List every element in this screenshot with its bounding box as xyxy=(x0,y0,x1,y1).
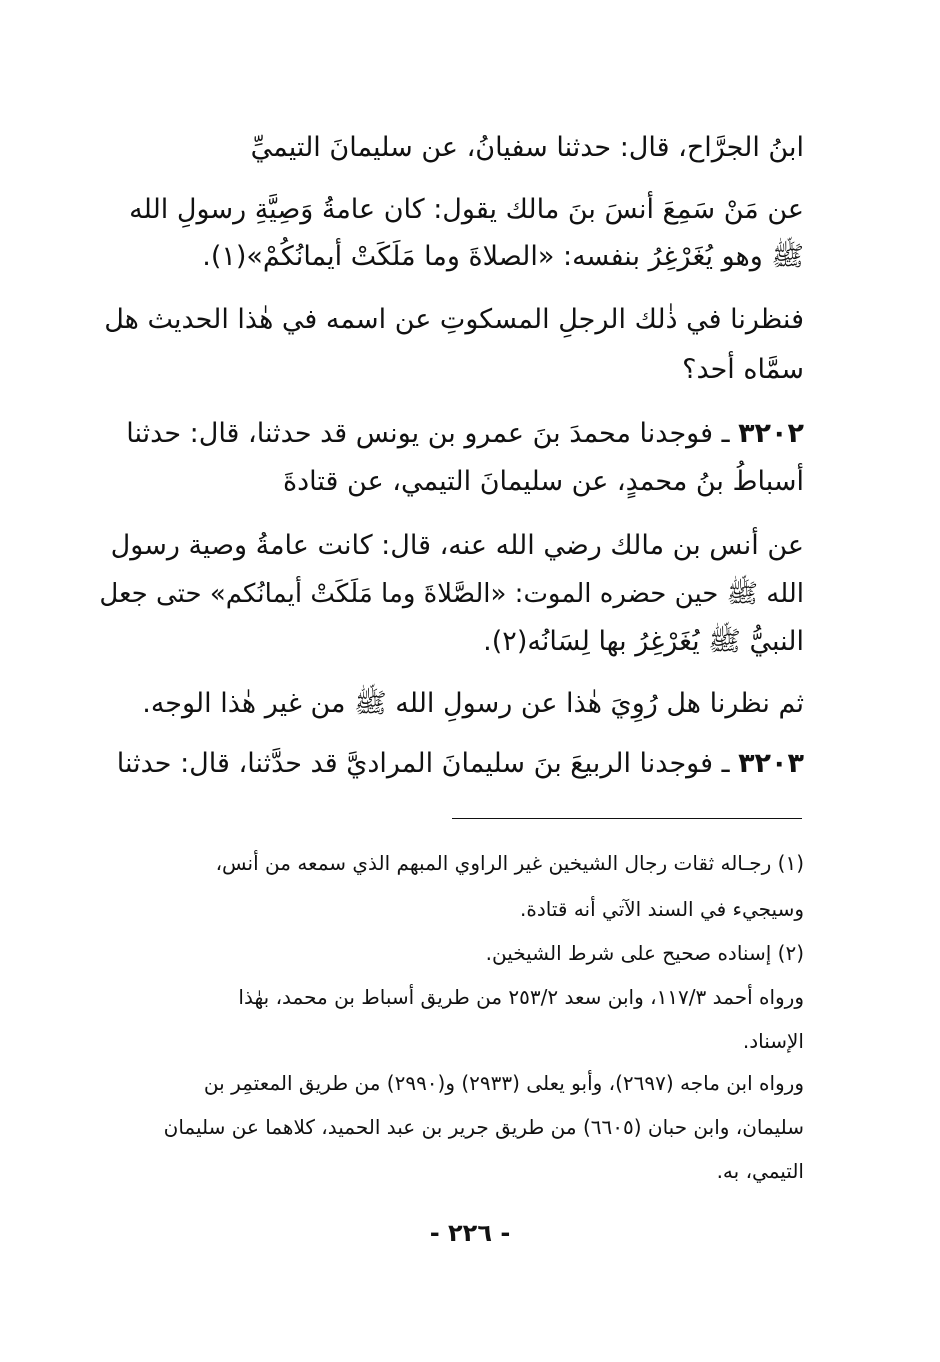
hadith-3202-line-4: الله ﷺ حين حضره الموت: «الصَّلاةَ وما مَلَكَتْ أيمانُكم» حتى جعل xyxy=(99,579,804,609)
hadith-3202-line-2: أسباطُ بنُ محمدٍ، عن سليمانَ التيمي، عن قتادةَ xyxy=(282,466,804,497)
hadith-text: ـ فوجدنا محمدَ بنَ عمرو بن يونس قد حدثنا، قال: حدثنا xyxy=(126,418,730,449)
hadith-3203-line-1 xyxy=(100,744,804,784)
footnote-line-5: الإسناد. xyxy=(742,1029,804,1053)
body-line-3: ﷺ وهو يُغَرْغِرُ بنفسه: «الصلاةَ وما مَلَكَتْ أيمانُكُمْ»(١). xyxy=(202,241,804,272)
body-line-1: ابنُ الجرَّاح، قال: حدثنا سفيانُ، عن سليمانَ التيميِّ xyxy=(250,132,804,163)
hadith-3202-line-3: عن أنس بن مالك رضي الله عنه، قال: كانت عامةُ وصية رسول xyxy=(110,530,804,561)
hadith-3202-line-5: النبيُّ ﷺ يُغَرْغِرُ بها لِسَانُه(٢). xyxy=(483,626,804,657)
footnote-line-6: ورواه ابن ماجه (٢٦٩٧)، وأبو يعلى (٢٩٣٣) و(٢٩٩٠) من طريق المعتمِر بن xyxy=(203,1071,804,1095)
footnote-separator xyxy=(452,818,802,819)
footnote-line-4: ورواه أحمد ١١٧/٣، وابن سعد ٢٥٣/٢ من طريق أسباط بن محمد، بهٰذا xyxy=(238,985,804,1009)
footnote-line-1: (١) رجـاله ثقات رجال الشيخين غير الراوي المبهم الذي سمعه من أنس، xyxy=(215,851,804,875)
footnote-line-3: (٢) إسناده صحيح على شرط الشيخين. xyxy=(485,941,804,965)
body-line-5: سمَّاه أحد؟ xyxy=(682,354,804,385)
hadith-number: ٣٢٠٣ xyxy=(738,748,804,779)
footnote-line-7: سليمان، وابن حبان (٦٦٠٥) من طريق جرير بن عبد الحميد، كلاهما عن سليمان xyxy=(163,1115,804,1139)
footnote-line-2: وسيجيء في السند الآتي أنه قتادة. xyxy=(520,897,804,921)
hadith-text: ـ فوجدنا الربيعَ بنَ سليمانَ المراديَّ قد حدَّثنا، قال: حدثنا xyxy=(116,748,730,779)
footnote-line-8: التيمي، به. xyxy=(716,1159,804,1183)
body-line-2: عن مَنْ سَمِعَ أنسَ بنَ مالك يقول: كان عامةُ وَصِيَّةِ رسولِ الله xyxy=(129,194,804,225)
page-number: - ٢٢٦ - xyxy=(429,1219,511,1247)
hadith-3202-line-1 xyxy=(100,414,804,454)
body-line-4: فنظرنا في ذٰلك الرجلِ المسكوتِ عن اسمه في هٰذا الحديث هل xyxy=(104,304,804,335)
hadith-3202-line-6: ثم نظرنا هل رُوِيَ هٰذا عن رسولِ الله ﷺ من غير هٰذا الوجه. xyxy=(142,688,804,719)
hadith-number: ٣٢٠٢ xyxy=(738,418,804,449)
